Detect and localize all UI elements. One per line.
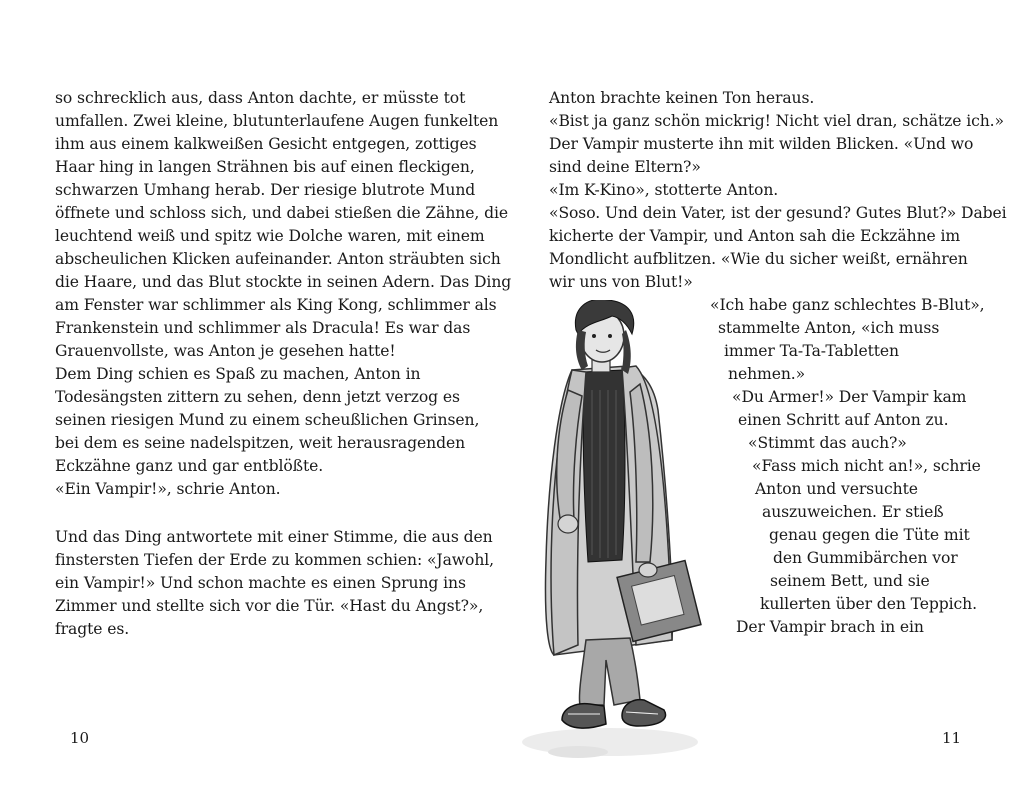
text-line: so schrecklich aus, dass Anton dachte, er müsste tot [55, 89, 466, 107]
text-line: «Fass mich nicht an!», schrie [752, 457, 981, 475]
text-line: die Haare, und das Blut stockte in seinen Adern. Das Ding [55, 273, 512, 291]
text-line: Dem Ding schien es Spaß zu machen, Anton in [55, 365, 421, 383]
text-line: Der Vampir musterte ihn mit wilden Blicken. «Und wo [549, 135, 974, 153]
text-line: Anton und versuchte [755, 480, 918, 498]
text-line: kullerten über den Teppich. [760, 595, 977, 613]
text-line: «Ein Vampir!», schrie Anton. [55, 480, 281, 498]
text-line: schwarzen Umhang herab. Der riesige blutrote Mund [55, 181, 476, 199]
page-number: 10 [70, 729, 90, 747]
text-line: leuchtend weiß und spitz wie Dolche waren, mit einem [55, 227, 485, 245]
text-line: seinen riesigen Mund zu einem scheußlichen Grinsen, [55, 411, 480, 429]
text-line: «Im K-Kino», stotterte Anton. [549, 181, 779, 199]
page-number: 11 [942, 729, 962, 747]
text-line: ein Vampir!» Und schon machte es einen Sprung ins [55, 574, 466, 592]
text-line: sind deine Eltern?» [549, 158, 701, 176]
text-line: abscheulichen Klicken aufeinander. Anton sträubten sich [55, 250, 501, 268]
text-line: Mondlicht aufblitzen. «Wie du sicher weißt, ernähren [549, 250, 968, 268]
text-line: den Gummibärchen vor [773, 549, 958, 567]
text-line: fragte es. [55, 620, 130, 638]
right-page [512, 0, 1024, 785]
text-line: finstersten Tiefen der Erde zu kommen schien: «Jawohl, [55, 551, 495, 569]
text-line: «Stimmt das auch?» [748, 434, 907, 452]
text-line: Anton brachte keinen Ton heraus. [549, 89, 815, 107]
text-line: nehmen.» [728, 365, 806, 383]
text-line: Eckzähne ganz und gar entblößte. [55, 457, 324, 475]
text-line: genau gegen die Tüte mit [769, 526, 970, 544]
text-line: am Fenster war schlimmer als King Kong, schlimmer als [55, 296, 497, 314]
text-line: «Ich habe ganz schlechtes B-Blut», [710, 296, 985, 314]
text-line: öffnete und schloss sich, und dabei stießen die Zähne, die [55, 204, 508, 222]
text-line: Grauenvollste, was Anton je gesehen hatte! [55, 342, 396, 360]
text-line: «Soso. Und dein Vater, ist der gesund? Gutes Blut?» Dabei [549, 204, 1007, 222]
text-line: umfallen. Zwei kleine, blutunterlaufene Augen funkelten [55, 112, 499, 130]
text-line: «Du Armer!» Der Vampir kam [732, 388, 967, 406]
text-line: Der Vampir brach in ein [736, 618, 924, 636]
text-line: Und das Ding antwortete mit einer Stimme, die aus den [55, 528, 493, 546]
text-line: stammelte Anton, «ich muss [718, 319, 940, 337]
text-line: einen Schritt auf Anton zu. [738, 411, 949, 429]
text-line: wir uns von Blut!» [549, 273, 693, 291]
text-line: Todesängsten zittern zu sehen, denn jetzt verzog es [55, 388, 460, 406]
text-line: Frankenstein und schlimmer als Dracula! Es war das [55, 319, 471, 337]
text-line: Zimmer und stellte sich vor die Tür. «Hast du Angst?», [55, 597, 484, 615]
text-line: kicherte der Vampir, und Anton sah die Eckzähne im [549, 227, 961, 245]
text-line: auszuweichen. Er stieß [762, 503, 944, 521]
text-line: Haar hing in langen Strähnen bis auf einen fleckigen, [55, 158, 475, 176]
text-line: «Bist ja ganz schön mickrig! Nicht viel dran, schätze ich.» [549, 112, 1004, 130]
text-line: immer Ta-Ta-Tabletten [724, 342, 899, 360]
text-line: ihm aus einem kalkweißen Gesicht entgegen, zottiges [55, 135, 477, 153]
text-line: bei dem es seine nadelspitzen, weit herausragenden [55, 434, 466, 452]
text-line: seinem Bett, und sie [770, 572, 930, 590]
